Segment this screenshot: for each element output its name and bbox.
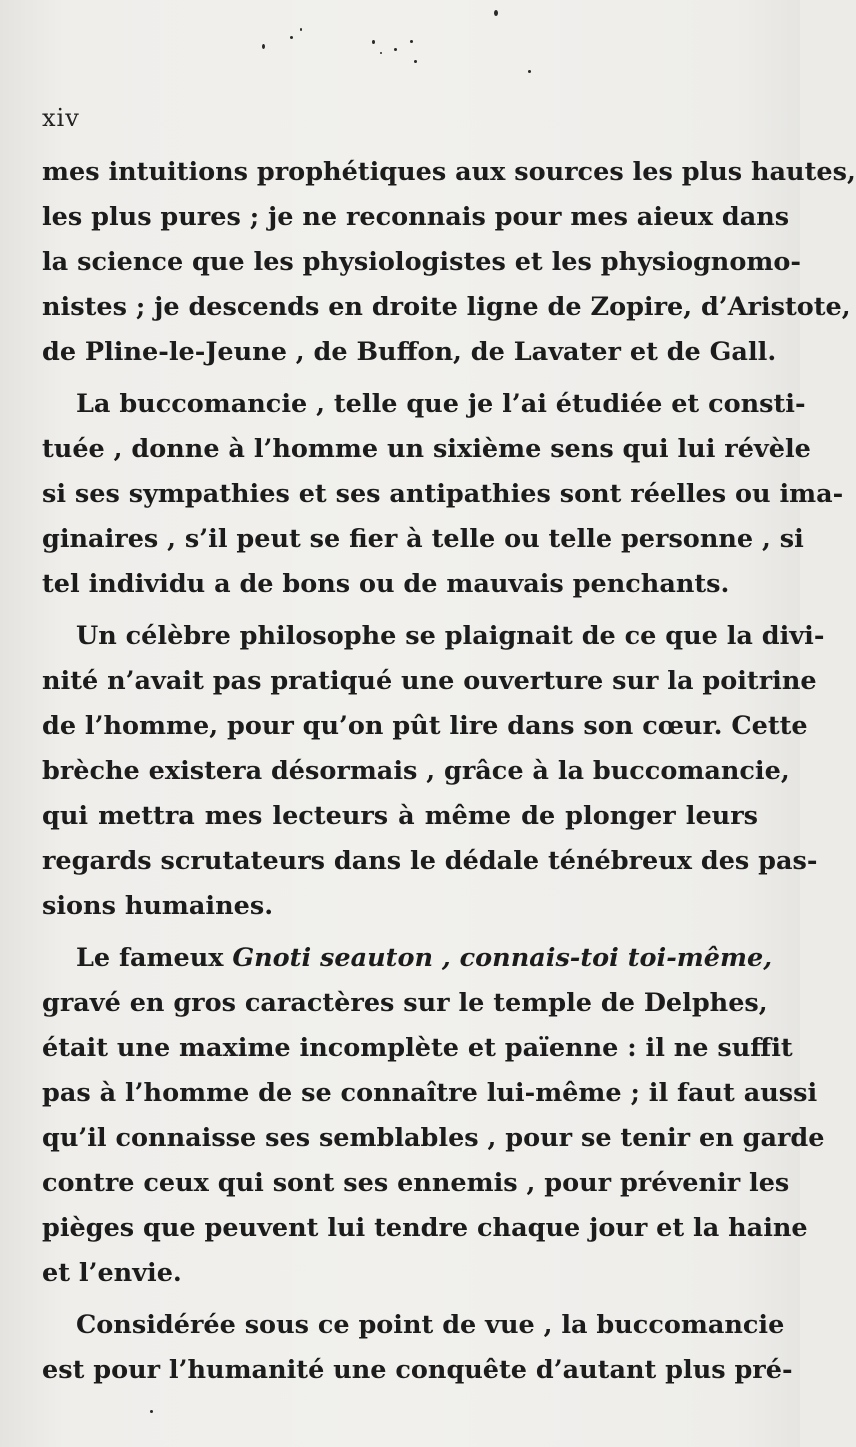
text-run: Le fameux	[76, 943, 233, 973]
text-line: tuée , donne à l’homme un sixième sens qui lui révèle	[42, 434, 811, 464]
text-line: les plus pures ; je ne reconnais pour mes aieux dans	[42, 202, 790, 232]
page-number: xiv	[42, 104, 80, 132]
text-line: était une maxime incomplète et païenne : il ne suffit	[42, 1033, 793, 1063]
text-line: contre ceux qui sont ses ennemis , pour prévenir les	[42, 1168, 790, 1198]
text-line: est pour l’humanité une conquête d’autant plus pré-	[42, 1355, 793, 1385]
text-line: regards scrutateurs dans le dédale ténébreux des pas-	[42, 846, 818, 876]
text-line: pièges que peuvent lui tendre chaque jour et la haine	[42, 1213, 808, 1243]
paragraph-1	[42, 150, 856, 375]
text-line	[42, 936, 773, 981]
text-line: La buccomancie , telle que je l’ai étudiée et consti-	[76, 389, 806, 419]
text-line: de l’homme, pour qu’on pût lire dans son cœur. Cette	[42, 711, 808, 741]
text-line: si ses sympathies et ses antipathies sont réelles ou ima-	[42, 479, 844, 509]
paragraph-3	[42, 614, 825, 929]
paragraph-5	[42, 1303, 793, 1393]
text-line: qui mettra mes lecteurs à même de plonger leurs	[42, 801, 758, 831]
text-line: sions humaines.	[42, 891, 274, 921]
text-line: nité n’avait pas pratiqué une ouverture sur la poitrine	[42, 666, 817, 696]
text-line: brèche existera désormais , grâce à la buccomancie,	[42, 756, 790, 786]
text-line: ginaires , s’il peut se fier à telle ou telle personne , si	[42, 524, 804, 554]
body-text	[42, 150, 856, 1393]
text-line: de Pline-le-Jeune , de Buffon, de Lavater et de Gall.	[42, 337, 777, 367]
text-line: pas à l’homme de se connaître lui-même ; il faut aussi	[42, 1078, 818, 1108]
paragraph-2	[42, 382, 844, 607]
text-line: qu’il connaisse ses semblables , pour se tenir en garde	[42, 1123, 825, 1153]
text-line: Un célèbre philosophe se plaignait de ce que la divi-	[76, 621, 825, 651]
text-line: la science que les physiologistes et les physiognomo-	[42, 247, 801, 277]
text-line: nistes ; je descends en droite ligne de Zopire, d’Aristote,	[42, 292, 851, 322]
text-line: et l’envie.	[42, 1258, 182, 1288]
italic-phrase: Gnoti seauton , connais-toi toi-même,	[232, 943, 773, 973]
paragraph-4	[42, 936, 825, 1296]
text-line: mes intuitions prophétiques aux sources les plus hautes,	[42, 157, 856, 187]
text-line: tel individu a de bons ou de mauvais penchants.	[42, 569, 730, 599]
text-line: gravé en gros caractères sur le temple de Delphes,	[42, 988, 768, 1018]
text-line: Considérée sous ce point de vue , la buccomancie	[76, 1310, 785, 1340]
